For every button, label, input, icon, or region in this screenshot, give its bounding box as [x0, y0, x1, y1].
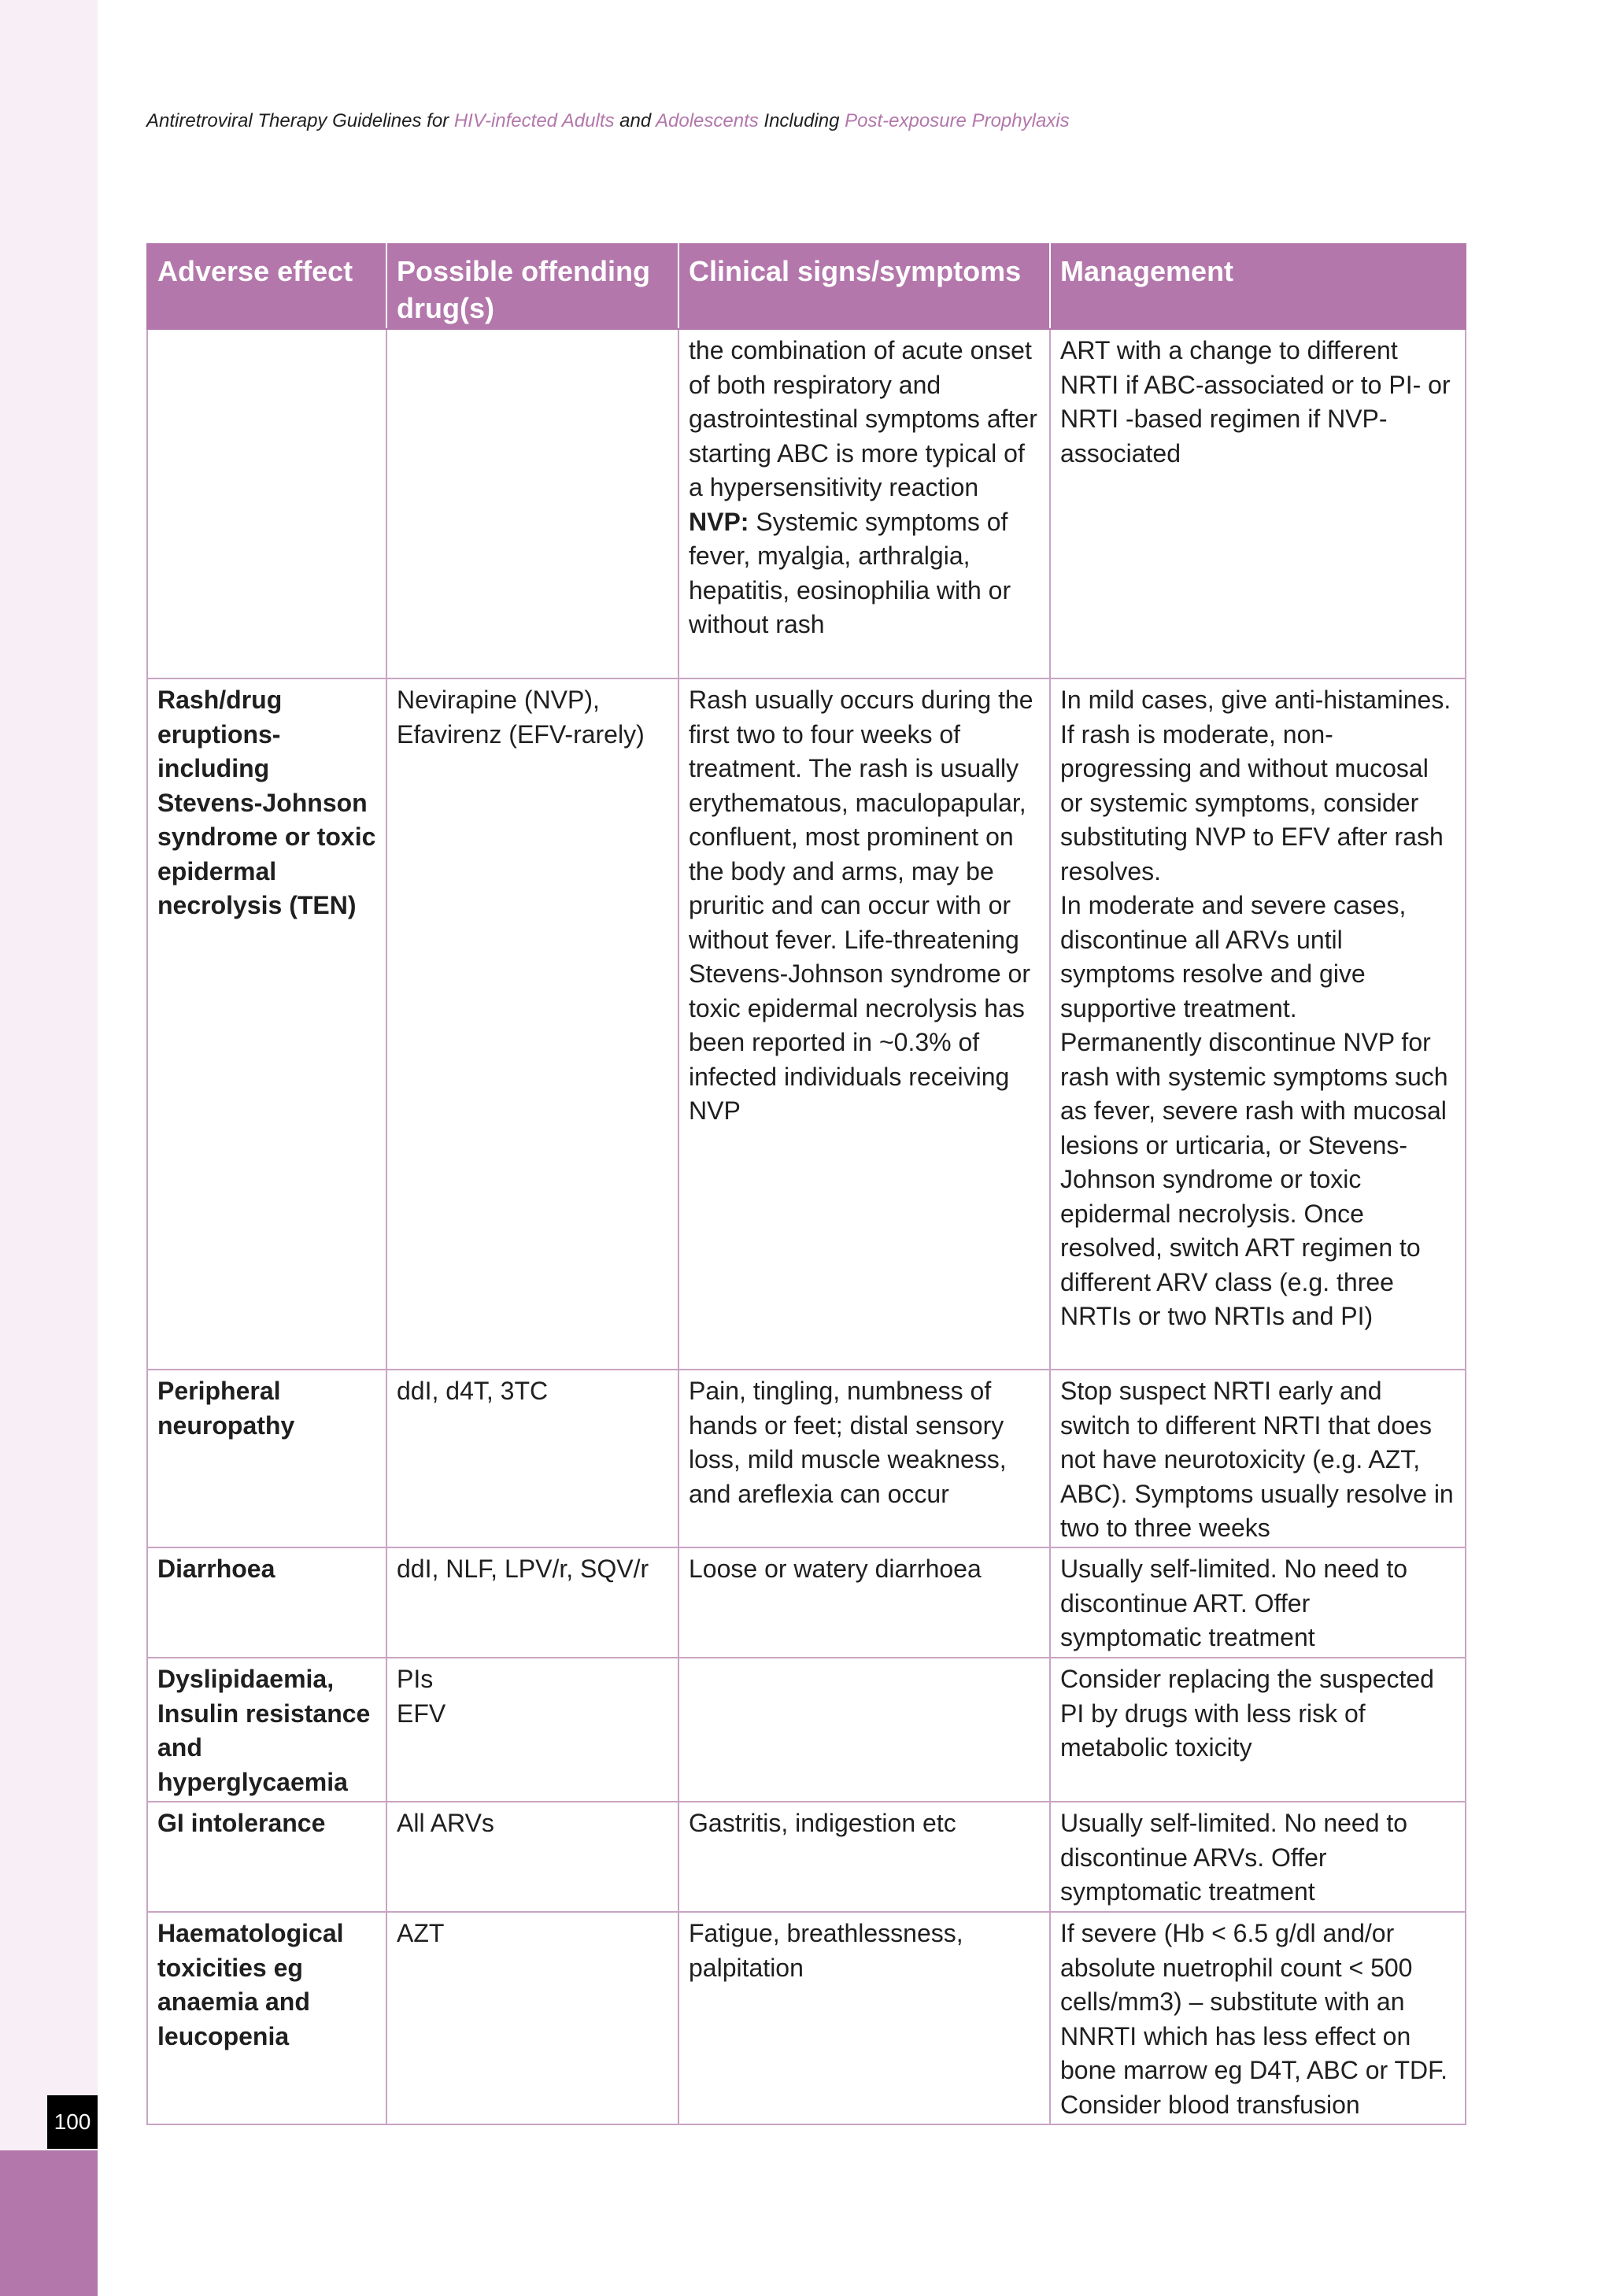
signs-bold-label: NVP: [689, 507, 749, 536]
table-row [147, 1370, 1466, 1547]
table-row [147, 1658, 1466, 1802]
table-row [147, 329, 1466, 678]
cell-adverse-effect [147, 329, 386, 678]
cell-management: Consider replacing the suspected PI by drugs with less risk of metabolic toxicity [1050, 1658, 1466, 1802]
cell-clinical-signs: Pain, tingling, numbness of hands or feet; distal sensory loss, mild muscle weakness, and areflexia can occur [678, 1370, 1050, 1547]
table-header-row [147, 244, 1466, 329]
cell-management [1050, 678, 1466, 1370]
side-margin-tab [0, 2150, 98, 2296]
running-header [146, 110, 1484, 132]
header-adverse-effect: Adverse effect [147, 244, 386, 329]
cell-offending-drugs [386, 1658, 678, 1802]
side-margin-band [0, 0, 98, 2296]
cell-management: If severe (Hb < 6.5 g/dl and/or absolute nuetrophil count < 500 cells/mm3) – substitute with an NNRTI which has less effect on bone marrow eg D4T, ABC or TDF. Consider blood transfusion [1050, 1912, 1466, 2124]
table-row [147, 1547, 1466, 1658]
running-header-accent: Adolescents [656, 110, 759, 131]
page-number: 100 [47, 2095, 98, 2149]
cell-management: Usually self-limited. No need to discontinue ARVs. Offer symptomatic treatment [1050, 1802, 1466, 1912]
drug-line: EFV [397, 1699, 446, 1728]
header-clinical-signs: Clinical signs/symptoms [678, 244, 1050, 329]
running-header-accent: HIV-infected Adults [453, 110, 615, 131]
running-header-accent: Post-exposure Prophylaxis [845, 110, 1070, 131]
cell-adverse-effect: GI intolerance [147, 1802, 386, 1912]
table-row [147, 1912, 1466, 2124]
signs-text: Systemic symptoms of fever, myalgia, arthralgia, hepatitis, eosinophilia with or without rash [689, 507, 1011, 638]
management-paragraph: Permanently discontinue NVP for rash with systemic symptoms such as fever, severe rash with mucosal lesions or urticaria, or Stevens-Johnson syndrome or toxic epidermal necrolysis. Once resolved, switch ART regimen to different ARV class (e.g. three NRTIs or two NRTIs and PI) [1060, 1028, 1448, 1330]
cell-offending-drugs: ddI, d4T, 3TC [386, 1370, 678, 1547]
adverse-effects-table [146, 243, 1466, 2125]
cell-offending-drugs: All ARVs [386, 1802, 678, 1912]
cell-clinical-signs: Gastritis, indigestion etc [678, 1802, 1050, 1912]
cell-management: Stop suspect NRTI early and switch to different NRTI that does not have neurotoxicity (e.g. AZT, ABC). Symptoms usually resolve in two to three weeks [1050, 1370, 1466, 1547]
cell-clinical-signs [678, 1658, 1050, 1802]
cell-clinical-signs: Fatigue, breathlessness, palpitation [678, 1912, 1050, 2124]
management-paragraph: If rash is moderate, non-progressing and without mucosal or systemic symptoms, consider substituting NVP to EFV after rash resolves. [1060, 719, 1444, 885]
header-offending-drugs: Possible offending drug(s) [386, 244, 678, 329]
table-row [147, 1802, 1466, 1912]
running-header-part: Antiretroviral Therapy Guidelines for [146, 110, 454, 131]
cell-clinical-signs: Loose or watery diarrhoea [678, 1547, 1050, 1658]
cell-clinical-signs: Rash usually occurs during the first two to four weeks of treatment. The rash is usually erythematous, maculopapular, confluent, most prominent on the body and arms, may be pruritic and can occur with or without fever. Life-threatening Stevens-Johnson syndrome or toxic epidermal necrolysis has been reported in ~0.3% of infected individuals receiving NVP [678, 678, 1050, 1370]
cell-management: ART with a change to different NRTI if ABC-associated or to PI- or NRTI -based regimen if NVP-associated [1050, 329, 1466, 678]
cell-offending-drugs: Nevirapine (NVP), Efavirenz (EFV-rarely) [386, 678, 678, 1370]
table-row [147, 678, 1466, 1370]
management-paragraph: In mild cases, give anti-histamines. [1060, 686, 1451, 714]
cell-adverse-effect: Rash/drug eruptions- including Stevens-Johnson syndrome or toxic epidermal necrolysis (TEN) [147, 678, 386, 1370]
cell-offending-drugs: AZT [386, 1912, 678, 2124]
cell-adverse-effect: Dyslipidaemia, Insulin resistance and hyperglycaemia [147, 1658, 386, 1802]
management-paragraph: In moderate and severe cases, discontinue all ARVs until symptoms resolve and give supportive treatment. [1060, 891, 1407, 1022]
signs-text: the combination of acute onset of both respiratory and gastrointestinal symptoms after starting ABC is more typical of a hypersensitivity reaction [689, 336, 1037, 501]
running-header-part: Including [758, 110, 845, 131]
drug-line: PIs [397, 1665, 434, 1693]
cell-management: Usually self-limited. No need to discontinue ART. Offer symptomatic treatment [1050, 1547, 1466, 1658]
cell-adverse-effect: Diarrhoea [147, 1547, 386, 1658]
running-header-part: and [614, 110, 656, 131]
cell-clinical-signs [678, 329, 1050, 678]
cell-offending-drugs [386, 329, 678, 678]
cell-offending-drugs: ddI, NLF, LPV/r, SQV/r [386, 1547, 678, 1658]
header-management: Management [1050, 244, 1466, 329]
cell-adverse-effect: Haematological toxicities eg anaemia and leucopenia [147, 1912, 386, 2124]
cell-adverse-effect: Peripheral neuropathy [147, 1370, 386, 1547]
